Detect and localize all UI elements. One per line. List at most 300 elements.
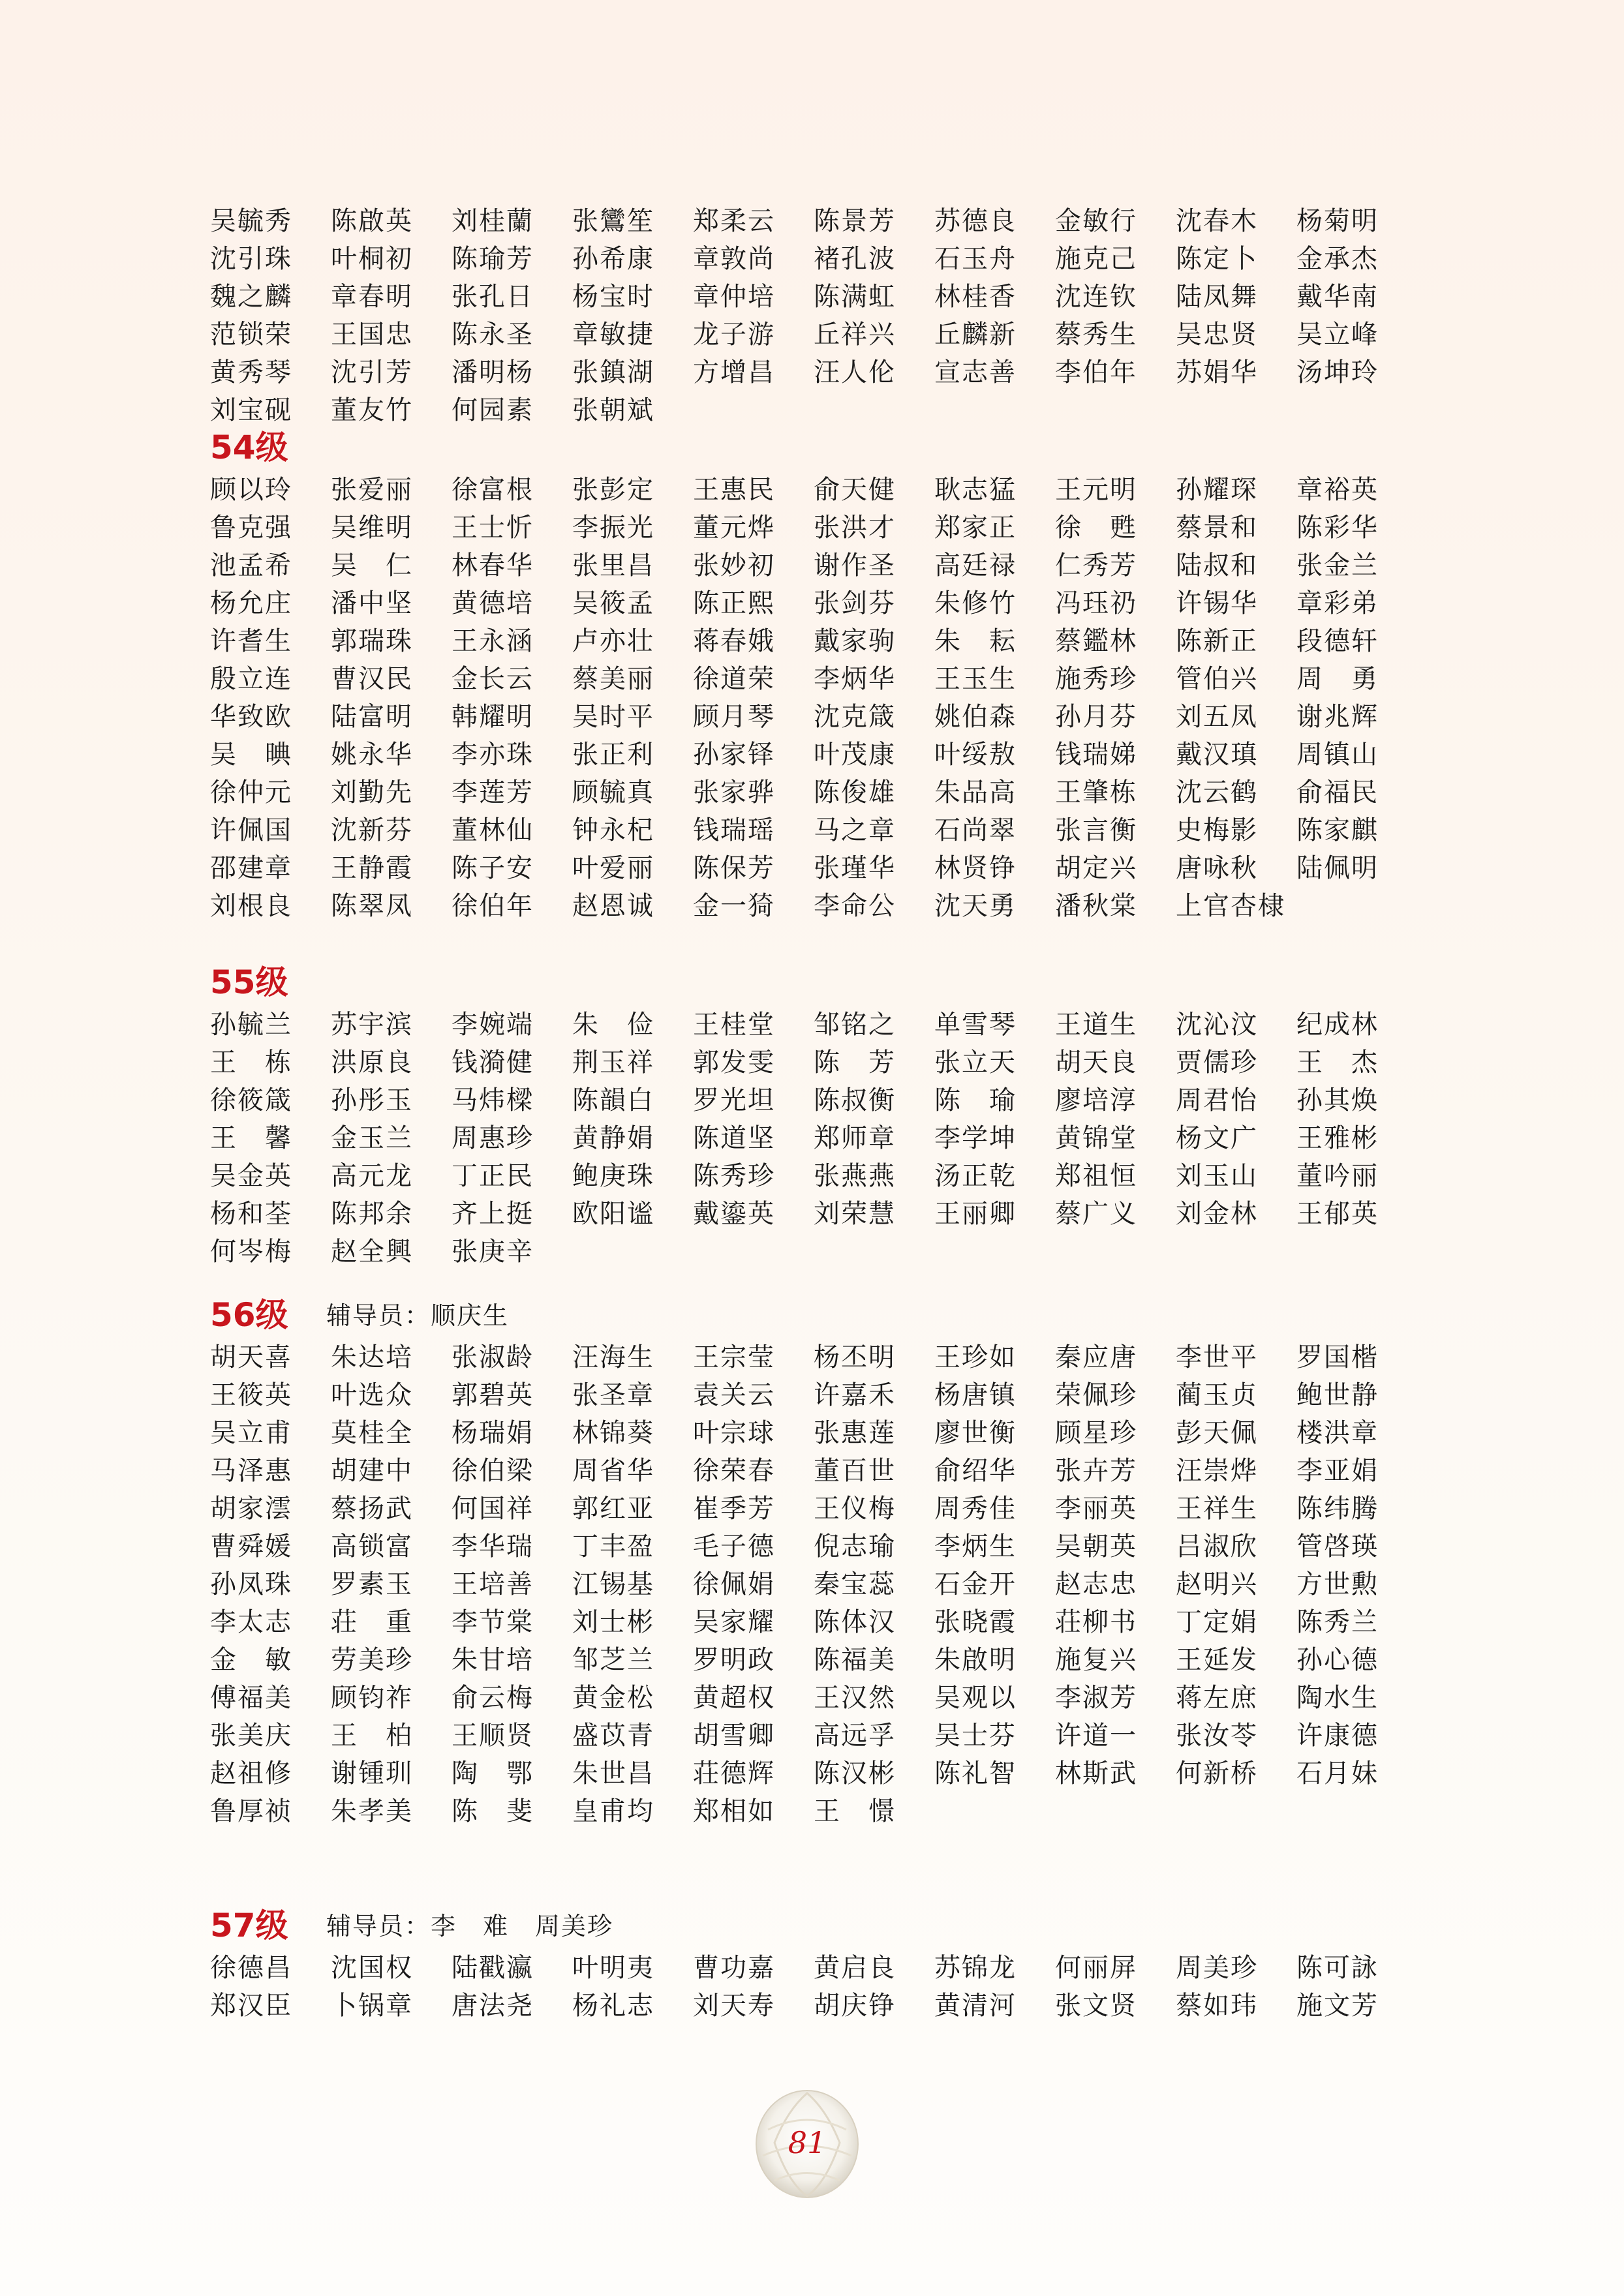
person-name: 吴朝英: [1055, 1532, 1137, 1562]
person-name: 曹汉民: [331, 664, 413, 694]
person-name: 周省华: [572, 1456, 654, 1486]
name-row: [210, 698, 1398, 736]
person-name: 俞福民: [1296, 778, 1379, 808]
person-name: 郑师章: [814, 1123, 896, 1153]
person-name: 刘士彬: [572, 1607, 654, 1637]
person-name: 王培善: [452, 1569, 534, 1599]
person-name: 李伯年: [1055, 357, 1137, 387]
person-name: 朱 耘: [934, 626, 1017, 656]
person-name: 倪志瑜: [814, 1532, 896, 1562]
section-heading: [210, 1897, 1398, 1949]
person-name: 蒋春娥: [693, 626, 775, 656]
person-name: 许锡华: [1176, 588, 1258, 618]
person-name: 莫桂全: [331, 1418, 413, 1448]
person-name: 张正利: [572, 740, 654, 770]
person-name: 胡定兴: [1055, 853, 1137, 883]
page-number: 81: [788, 2125, 827, 2160]
person-name: 唐咏秋: [1176, 853, 1258, 883]
person-name: 沈克箴: [814, 702, 896, 732]
person-name: 王 憬: [814, 1796, 896, 1826]
name-row: [210, 1044, 1398, 1081]
name-row: [210, 1949, 1398, 1987]
person-name: 丘祥兴: [814, 320, 896, 350]
person-name: 耿志猛: [934, 475, 1017, 505]
person-name: 唐法尧: [452, 1991, 534, 2021]
person-name: 张文贤: [1055, 1991, 1137, 2021]
person-name: 叶选众: [331, 1380, 413, 1410]
person-name: 张洪才: [814, 513, 896, 543]
person-name: 姚永华: [331, 740, 413, 770]
person-name: 劳美珍: [331, 1645, 413, 1675]
person-name: 高远孚: [814, 1721, 896, 1751]
person-name: 朱 俭: [572, 1010, 654, 1040]
person-name: 许耆生: [210, 626, 292, 656]
name-row: [210, 471, 1398, 509]
person-name: 杨丕明: [814, 1342, 896, 1372]
person-name: 吴立峰: [1296, 320, 1379, 350]
name-row: [210, 354, 1398, 391]
person-name: 杨瑞娟: [452, 1418, 534, 1448]
person-name: 林春华: [452, 551, 534, 581]
person-name: 张里昌: [572, 551, 654, 581]
person-name: 陈啟英: [331, 206, 413, 236]
person-name: 蔡鑑林: [1055, 626, 1137, 656]
person-name: 王祥生: [1176, 1494, 1258, 1524]
person-name: 丁正民: [452, 1161, 534, 1191]
person-name: 吕淑欣: [1176, 1532, 1258, 1562]
person-name: 杨允庄: [210, 588, 292, 618]
person-name: 顾星珍: [1055, 1418, 1137, 1448]
tutor-label: 辅导员：顺庆生: [326, 1301, 510, 1330]
person-name: 叶爱丽: [572, 853, 654, 883]
person-name: 刘根良: [210, 891, 292, 921]
person-name: 郑柔云: [693, 206, 775, 236]
person-name: 周美珍: [1176, 1953, 1258, 1983]
person-name: 卢亦壮: [572, 626, 654, 656]
person-name: 金承杰: [1296, 244, 1379, 274]
person-name: 蔡扬武: [331, 1494, 413, 1524]
person-name: 钱瑞娣: [1055, 740, 1137, 770]
person-name: 李华瑞: [452, 1532, 534, 1562]
person-name: 张立天: [934, 1048, 1017, 1078]
person-name: 汤正乾: [934, 1161, 1017, 1191]
person-name: 孙月芬: [1055, 702, 1137, 732]
person-name: 沈天勇: [934, 891, 1017, 921]
person-name: 廖培淳: [1055, 1085, 1137, 1115]
person-name: 徐佩娟: [693, 1569, 775, 1599]
grade-label: 55级: [210, 963, 288, 1001]
person-name: 苏宇滨: [331, 1010, 413, 1040]
person-name: 陈汉彬: [814, 1759, 896, 1789]
person-name: 傅福美: [210, 1683, 292, 1713]
person-name: 谢锺玔: [331, 1759, 413, 1789]
person-name: 施文芳: [1296, 1991, 1379, 2021]
person-name: 张鸞笙: [572, 206, 654, 236]
person-name: 何岑梅: [210, 1237, 292, 1267]
person-name: 郑汉臣: [210, 1991, 292, 2021]
person-name: 汪崇烨: [1176, 1456, 1258, 1486]
person-name: 徐德昌: [210, 1953, 292, 1983]
person-name: 丁定娟: [1176, 1607, 1258, 1637]
person-name: 郑相如: [693, 1796, 775, 1826]
person-name: 刘玉山: [1176, 1161, 1258, 1191]
person-name: 胡天良: [1055, 1048, 1137, 1078]
person-name: 杨礼志: [572, 1991, 654, 2021]
person-name: 宣志善: [934, 357, 1017, 387]
person-name: 朱品高: [934, 778, 1017, 808]
person-name: 袁关云: [693, 1380, 775, 1410]
person-name: 马之章: [814, 815, 896, 845]
person-name: 周秀佳: [934, 1494, 1017, 1524]
person-name: 吴金英: [210, 1161, 292, 1191]
person-name: 董林仙: [452, 815, 534, 845]
person-name: 孙其焕: [1296, 1085, 1379, 1115]
person-name: 石玉舟: [934, 244, 1017, 274]
person-name: 李淑芳: [1055, 1683, 1137, 1713]
name-row: [210, 811, 1398, 849]
name-row: [210, 887, 1398, 925]
person-name: 洪原良: [331, 1048, 413, 1078]
person-name: 谢作圣: [814, 551, 896, 581]
person-name: 孙家铎: [693, 740, 775, 770]
person-name: 戴汉瑱: [1176, 740, 1258, 770]
person-name: 俞绍华: [934, 1456, 1017, 1486]
person-name: 张朝斌: [572, 395, 654, 425]
person-name: 许嘉禾: [814, 1380, 896, 1410]
person-name: 陆叔和: [1176, 551, 1258, 581]
person-name: 章裕英: [1296, 475, 1379, 505]
person-name: 江锡基: [572, 1569, 654, 1599]
person-name: 毛子德: [693, 1532, 775, 1562]
person-name: 陈新正: [1176, 626, 1258, 656]
person-name: 罗国楷: [1296, 1342, 1379, 1372]
person-name: 叶绥敖: [934, 740, 1017, 770]
person-name: 冯珏礽: [1055, 588, 1137, 618]
person-name: 胡家澐: [210, 1494, 292, 1524]
section-heading: [210, 1286, 1398, 1338]
person-name: 朱世昌: [572, 1759, 654, 1789]
person-name: 朱修竹: [934, 588, 1017, 618]
person-name: 李丽英: [1055, 1494, 1137, 1524]
person-name: 罗明政: [693, 1645, 775, 1675]
person-name: 管啓瑛: [1296, 1532, 1379, 1562]
person-name: 叶宗球: [693, 1418, 775, 1448]
person-name: 苏娟华: [1176, 357, 1258, 387]
person-name: 方增昌: [693, 357, 775, 387]
name-row: [210, 1679, 1398, 1717]
name-row: [210, 1376, 1398, 1414]
person-name: 朱孝美: [331, 1796, 413, 1826]
person-name: 陈道坚: [693, 1123, 775, 1153]
person-name: 陈福美: [814, 1645, 896, 1675]
person-name: 高锁富: [331, 1532, 413, 1562]
person-name: 王宗莹: [693, 1342, 775, 1372]
person-name: 李节棠: [452, 1607, 534, 1637]
person-name: 孙彤玉: [331, 1085, 413, 1115]
person-name: 王 栋: [210, 1048, 292, 1078]
person-name: 俞天健: [814, 475, 896, 505]
person-name: 金敏行: [1055, 206, 1137, 236]
person-name: 张燕燕: [814, 1161, 896, 1191]
person-name: 沈引珠: [210, 244, 292, 274]
person-name: 沈云鹤: [1176, 778, 1258, 808]
person-name: 施克己: [1055, 244, 1137, 274]
person-name: 高元龙: [331, 1161, 413, 1191]
person-name: 陈永圣: [452, 320, 534, 350]
person-name: 彭天佩: [1176, 1418, 1258, 1448]
person-name: 顾毓真: [572, 778, 654, 808]
person-name: 林贤铮: [934, 853, 1017, 883]
name-row: [210, 1157, 1398, 1195]
person-name: 徐伯年: [452, 891, 534, 921]
person-name: 陈满虹: [814, 282, 896, 312]
name-row: [210, 1603, 1398, 1641]
person-name: 王士忻: [452, 513, 534, 543]
person-name: 钱瑞瑶: [693, 815, 775, 845]
section-54级: [210, 419, 1398, 925]
person-name: 周惠珍: [452, 1123, 534, 1153]
page-number-badge: [748, 2084, 866, 2201]
person-name: 施秀珍: [1055, 664, 1137, 694]
person-name: 李学坤: [934, 1123, 1017, 1153]
person-name: 上官杏棣: [1176, 891, 1285, 921]
person-name: 王 馨: [210, 1123, 292, 1153]
person-name: 苏锦龙: [934, 1953, 1017, 1983]
name-row: [210, 509, 1398, 547]
person-name: 陈保芳: [693, 853, 775, 883]
person-name: 王国忠: [331, 320, 413, 350]
person-name: 何国祥: [452, 1494, 534, 1524]
person-name: 陈纬腾: [1296, 1494, 1379, 1524]
person-name: 施复兴: [1055, 1645, 1137, 1675]
person-name: 邹铭之: [814, 1010, 896, 1040]
person-name: 吴忠贤: [1176, 320, 1258, 350]
person-name: 陈叔衡: [814, 1085, 896, 1115]
name-row: [210, 1338, 1398, 1376]
person-name: 欧阳谧: [572, 1199, 654, 1229]
name-row: [210, 1792, 1398, 1830]
person-name: 赵全興: [331, 1237, 413, 1267]
person-name: 陆富明: [331, 702, 413, 732]
person-name: 吴观以: [934, 1683, 1017, 1713]
person-name: 陈定卜: [1176, 244, 1258, 274]
person-name: 吴士芬: [934, 1721, 1017, 1751]
person-name: 潘明杨: [452, 357, 534, 387]
person-name: 叶茂康: [814, 740, 896, 770]
person-name: 张瑾华: [814, 853, 896, 883]
person-name: 章仲培: [693, 282, 775, 312]
person-name: 陈彩华: [1296, 513, 1379, 543]
person-name: 汤坤玲: [1296, 357, 1379, 387]
person-name: 徐 甦: [1055, 513, 1137, 543]
person-name: 罗素玉: [331, 1569, 413, 1599]
section-57级: [210, 1897, 1398, 2025]
person-name: 鲍世静: [1296, 1380, 1379, 1410]
section-55级: [210, 954, 1398, 1271]
person-name: 谢兆辉: [1296, 702, 1379, 732]
person-name: 王静霞: [331, 853, 413, 883]
grade-label: 57级: [210, 1907, 288, 1944]
person-name: 马炜樑: [452, 1085, 534, 1115]
person-name: 徐伯梁: [452, 1456, 534, 1486]
person-name: 朱啟明: [934, 1645, 1017, 1675]
person-name: 王玉生: [934, 664, 1017, 694]
person-name: 王桂堂: [693, 1010, 775, 1040]
name-row: [210, 1233, 1398, 1271]
person-name: 黄秀琴: [210, 357, 292, 387]
person-name: 马泽惠: [210, 1456, 292, 1486]
person-name: 秦宝蕊: [814, 1569, 896, 1599]
person-name: 李世平: [1176, 1342, 1258, 1372]
person-name: 林锦葵: [572, 1418, 654, 1448]
person-name: 李命公: [814, 891, 896, 921]
person-name: 沈国权: [331, 1953, 413, 1983]
person-name: 李振光: [572, 513, 654, 543]
person-name: 许康德: [1296, 1721, 1379, 1751]
person-name: 石尚翠: [934, 815, 1017, 845]
person-name: 丁丰盈: [572, 1532, 654, 1562]
person-name: 陈 斐: [452, 1796, 534, 1826]
person-name: 纪成林: [1296, 1010, 1379, 1040]
name-row: [210, 316, 1398, 354]
person-name: 王珍如: [934, 1342, 1017, 1372]
person-name: 徐道荣: [693, 664, 775, 694]
person-name: 鲁克强: [210, 513, 292, 543]
person-name: 吴时平: [572, 702, 654, 732]
person-name: 段德轩: [1296, 626, 1379, 656]
person-name: 沈引芳: [331, 357, 413, 387]
person-name: 金一猗: [693, 891, 775, 921]
person-name: 管伯兴: [1176, 664, 1258, 694]
name-row: [210, 1119, 1398, 1157]
person-name: 蔡景和: [1176, 513, 1258, 543]
person-name: 陈翠凤: [331, 891, 413, 921]
person-name: 孙凤珠: [210, 1569, 292, 1599]
person-name: 郭瑞珠: [331, 626, 413, 656]
person-name: 鲍庚珠: [572, 1161, 654, 1191]
person-name: 张鎮湖: [572, 357, 654, 387]
person-name: 曹舜媛: [210, 1532, 292, 1562]
person-name: 吴家耀: [693, 1607, 775, 1637]
person-name: 李亦珠: [452, 740, 534, 770]
person-name: 陶水生: [1296, 1683, 1379, 1713]
person-name: 王雅彬: [1296, 1123, 1379, 1153]
name-row: [210, 202, 1398, 240]
person-name: 朱达培: [331, 1342, 413, 1372]
person-name: 徐仲元: [210, 778, 292, 808]
name-row: [210, 849, 1398, 887]
person-name: 殷立连: [210, 664, 292, 694]
person-name: 郭碧英: [452, 1380, 534, 1410]
person-name: 董友竹: [331, 395, 413, 425]
person-name: 杨唐镇: [934, 1380, 1017, 1410]
name-row: [210, 278, 1398, 316]
person-name: 黄启良: [814, 1953, 896, 1983]
section-heading: [210, 419, 1398, 471]
person-name: 钟永杞: [572, 815, 654, 845]
person-name: 赵志忠: [1055, 1569, 1137, 1599]
person-name: 贾儒珍: [1176, 1048, 1258, 1078]
person-name: 张金兰: [1296, 551, 1379, 581]
name-row: [210, 1490, 1398, 1528]
person-name: 陈俊雄: [814, 778, 896, 808]
name-row: [210, 584, 1398, 622]
person-name: 金长云: [452, 664, 534, 694]
tutor-label: 辅导员：李 难 周美珍: [326, 1912, 614, 1941]
person-name: 陈秀珍: [693, 1161, 775, 1191]
person-name: 蔡秀生: [1055, 320, 1137, 350]
person-name: 蔡如玮: [1176, 1991, 1258, 2021]
person-name: 单雪琴: [934, 1010, 1017, 1040]
person-name: 杨宝时: [572, 282, 654, 312]
person-name: 华致欧: [210, 702, 292, 732]
person-name: 杨菊明: [1296, 206, 1379, 236]
name-row: [210, 622, 1398, 660]
person-name: 赵祖修: [210, 1759, 292, 1789]
person-name: 汪海生: [572, 1342, 654, 1372]
person-name: 荆玉祥: [572, 1048, 654, 1078]
person-name: 许佩国: [210, 815, 292, 845]
person-name: 王顺贤: [452, 1721, 534, 1751]
person-name: 刘金林: [1176, 1199, 1258, 1229]
person-name: 章敦尚: [693, 244, 775, 274]
person-name: 吴维明: [331, 513, 413, 543]
person-name: 王延发: [1176, 1645, 1258, 1675]
person-name: 钱漪健: [452, 1048, 534, 1078]
person-name: 郑祖恒: [1055, 1161, 1137, 1191]
person-name: 荘 重: [331, 1607, 413, 1637]
person-name: 蔡美丽: [572, 664, 654, 694]
person-name: 陈 瑜: [934, 1085, 1017, 1115]
person-name: 潘秋棠: [1055, 891, 1137, 921]
person-name: 董元烨: [693, 513, 775, 543]
person-name: 楼洪章: [1296, 1418, 1379, 1448]
person-name: 徐荣春: [693, 1456, 775, 1486]
person-name: 张庚辛: [452, 1237, 534, 1267]
person-name: 刘五凤: [1176, 702, 1258, 732]
person-name: 沈春木: [1176, 206, 1258, 236]
person-name: 孙心德: [1296, 1645, 1379, 1675]
person-name: 秦应唐: [1055, 1342, 1137, 1372]
person-name: 王肇栋: [1055, 778, 1137, 808]
person-name: 张家骅: [693, 778, 775, 808]
name-row: [210, 547, 1398, 584]
person-name: 卜锅章: [331, 1991, 413, 2021]
person-name: 何园素: [452, 395, 534, 425]
person-name: 陈 芳: [814, 1048, 896, 1078]
person-name: 张妙初: [693, 551, 775, 581]
person-name: 池孟希: [210, 551, 292, 581]
name-row: [210, 1641, 1398, 1679]
person-name: 史梅影: [1176, 815, 1258, 845]
person-name: 丘麟新: [934, 320, 1017, 350]
person-name: 胡雪卿: [693, 1721, 775, 1751]
name-row: [210, 1528, 1398, 1565]
person-name: 顾以玲: [210, 475, 292, 505]
person-name: 刘荣慧: [814, 1199, 896, 1229]
person-name: 周镇山: [1296, 740, 1379, 770]
person-name: 黄德培: [452, 588, 534, 618]
person-name: 张美庆: [210, 1721, 292, 1751]
person-name: 张圣章: [572, 1380, 654, 1410]
person-name: 汪人伦: [814, 357, 896, 387]
person-name: 王仪梅: [814, 1494, 896, 1524]
person-name: 刘宝砚: [210, 395, 292, 425]
person-name: 周君怡: [1176, 1085, 1258, 1115]
person-name: 苏德良: [934, 206, 1017, 236]
person-name: 张卉芳: [1055, 1456, 1137, 1486]
person-name: 何新桥: [1176, 1759, 1258, 1789]
